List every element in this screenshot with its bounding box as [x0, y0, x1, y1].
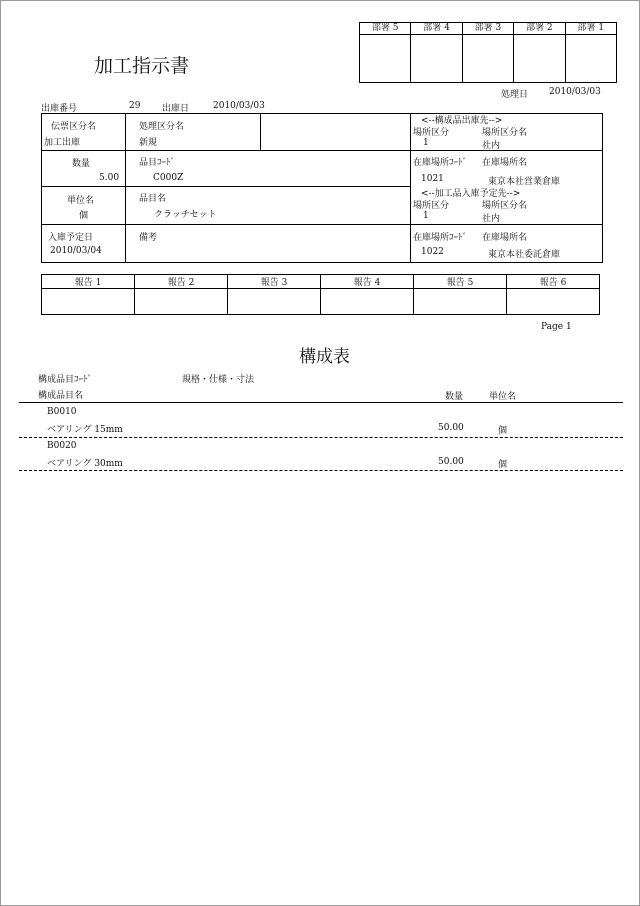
row-separator: [19, 470, 623, 471]
quantity-label: 数量: [72, 159, 91, 169]
component-2-unit: 個: [498, 460, 508, 470]
department-3-label: 部署 3: [462, 23, 513, 35]
col-spec-header: 規格・仕様・寸法: [182, 375, 255, 385]
stamp-box-4: [411, 35, 462, 83]
remarks-label: 備考: [139, 233, 158, 243]
report-3-box: [228, 289, 321, 315]
processed-location-type: 1: [423, 211, 429, 221]
department-4-label: 部署 4: [411, 23, 462, 35]
report-table: [41, 274, 600, 315]
processed-stock-name-label: 在庫場所名: [482, 233, 528, 243]
col-quantity-header: 数量: [445, 392, 464, 402]
col-unit-header: 単位名: [489, 392, 517, 402]
item-name-label: 品目名: [139, 194, 167, 204]
processed-location-type-name-label: 場所区分名: [482, 201, 528, 211]
process-type-label: 処理区分名: [139, 122, 185, 132]
stamp-box-5: [360, 35, 411, 83]
process-type-value: 新規: [139, 138, 158, 148]
component-stock-name: 東京本社営業倉庫: [488, 177, 561, 187]
shipment-date-label: 出庫日: [162, 104, 190, 114]
department-5-label: 部署 5: [360, 23, 411, 35]
component-stock-code: 1021: [421, 174, 444, 184]
page-number: Page 1: [541, 322, 572, 332]
stamp-box-2: [514, 35, 565, 83]
component-1-unit: 個: [498, 426, 508, 436]
component-destination-header: <--構成品出庫先-->: [421, 116, 503, 126]
processed-destination-header: <--加工品入庫予定先-->: [421, 189, 521, 199]
component-stock-code-label: 在庫場所ｺｰﾄﾞ: [413, 158, 468, 168]
component-location-type-name-label: 場所区分名: [482, 128, 528, 138]
slip-type-value: 加工出庫: [44, 138, 81, 148]
shipment-date: 2010/03/03: [213, 101, 265, 111]
header-rule: [19, 402, 623, 403]
component-1-name: ベアリング 15mm: [47, 425, 123, 435]
department-1-label: 部署 1: [565, 23, 616, 35]
component-stock-name-label: 在庫場所名: [482, 158, 528, 168]
department-2-label: 部署 2: [514, 23, 565, 35]
quantity-value: 5.00: [99, 173, 120, 183]
scheduled-date-label: 入庫予定日: [48, 233, 94, 243]
unit-value: 個: [79, 211, 89, 221]
report-2-box: [135, 289, 228, 315]
composition-title: 構成表: [299, 347, 350, 367]
col-item-name-header: 構成品目名: [38, 391, 84, 401]
component-2-name: ベアリング 30mm: [47, 459, 123, 469]
report-4-box: [321, 289, 414, 315]
component-location-type-name: 社内: [482, 141, 501, 151]
component-2-quantity: 50.00: [438, 457, 464, 467]
approval-boxes: [359, 22, 617, 83]
report-5-label: 報告 5: [414, 275, 507, 289]
unit-label: 単位名: [67, 196, 95, 206]
processing-date-label: 処理日: [501, 90, 529, 100]
shipment-number: 29: [129, 101, 141, 111]
scheduled-date-value: 2010/03/04: [50, 246, 102, 256]
shipment-number-label: 出庫番号: [41, 104, 78, 114]
component-location-type: 1: [423, 138, 429, 148]
item-code-label: 品目ｺｰﾄﾞ: [139, 158, 176, 168]
report-6-label: 報告 6: [507, 275, 600, 289]
row-separator: [19, 437, 623, 438]
report-6-box: [507, 289, 600, 315]
processed-stock-name: 東京本社委託倉庫: [488, 250, 561, 260]
component-1-code: B0010: [47, 407, 77, 417]
processed-location-type-name: 社内: [482, 214, 501, 224]
component-2-code: B0020: [47, 441, 77, 451]
document-title: 加工指示書: [94, 55, 190, 77]
slip-type-label: 伝票区分名: [51, 122, 97, 132]
report-5-box: [414, 289, 507, 315]
component-1-quantity: 50.00: [438, 423, 464, 433]
report-1-label: 報告 1: [42, 275, 135, 289]
col-item-code-header: 構成品目ｺｰﾄﾞ: [38, 375, 93, 385]
stamp-box-1: [565, 35, 616, 83]
report-2-label: 報告 2: [135, 275, 228, 289]
item-code-value: C000Z: [153, 173, 184, 183]
processed-location-type-label: 場所区分: [413, 201, 450, 211]
processed-stock-code-label: 在庫場所ｺｰﾄﾞ: [413, 233, 468, 243]
report-1-box: [42, 289, 135, 315]
item-name-value: クラッチセット: [154, 210, 217, 220]
processed-stock-code: 1022: [421, 247, 444, 257]
report-3-label: 報告 3: [228, 275, 321, 289]
processing-date: 2010/03/03: [549, 87, 601, 97]
report-4-label: 報告 4: [321, 275, 414, 289]
stamp-box-3: [462, 35, 513, 83]
component-location-type-label: 場所区分: [413, 128, 450, 138]
